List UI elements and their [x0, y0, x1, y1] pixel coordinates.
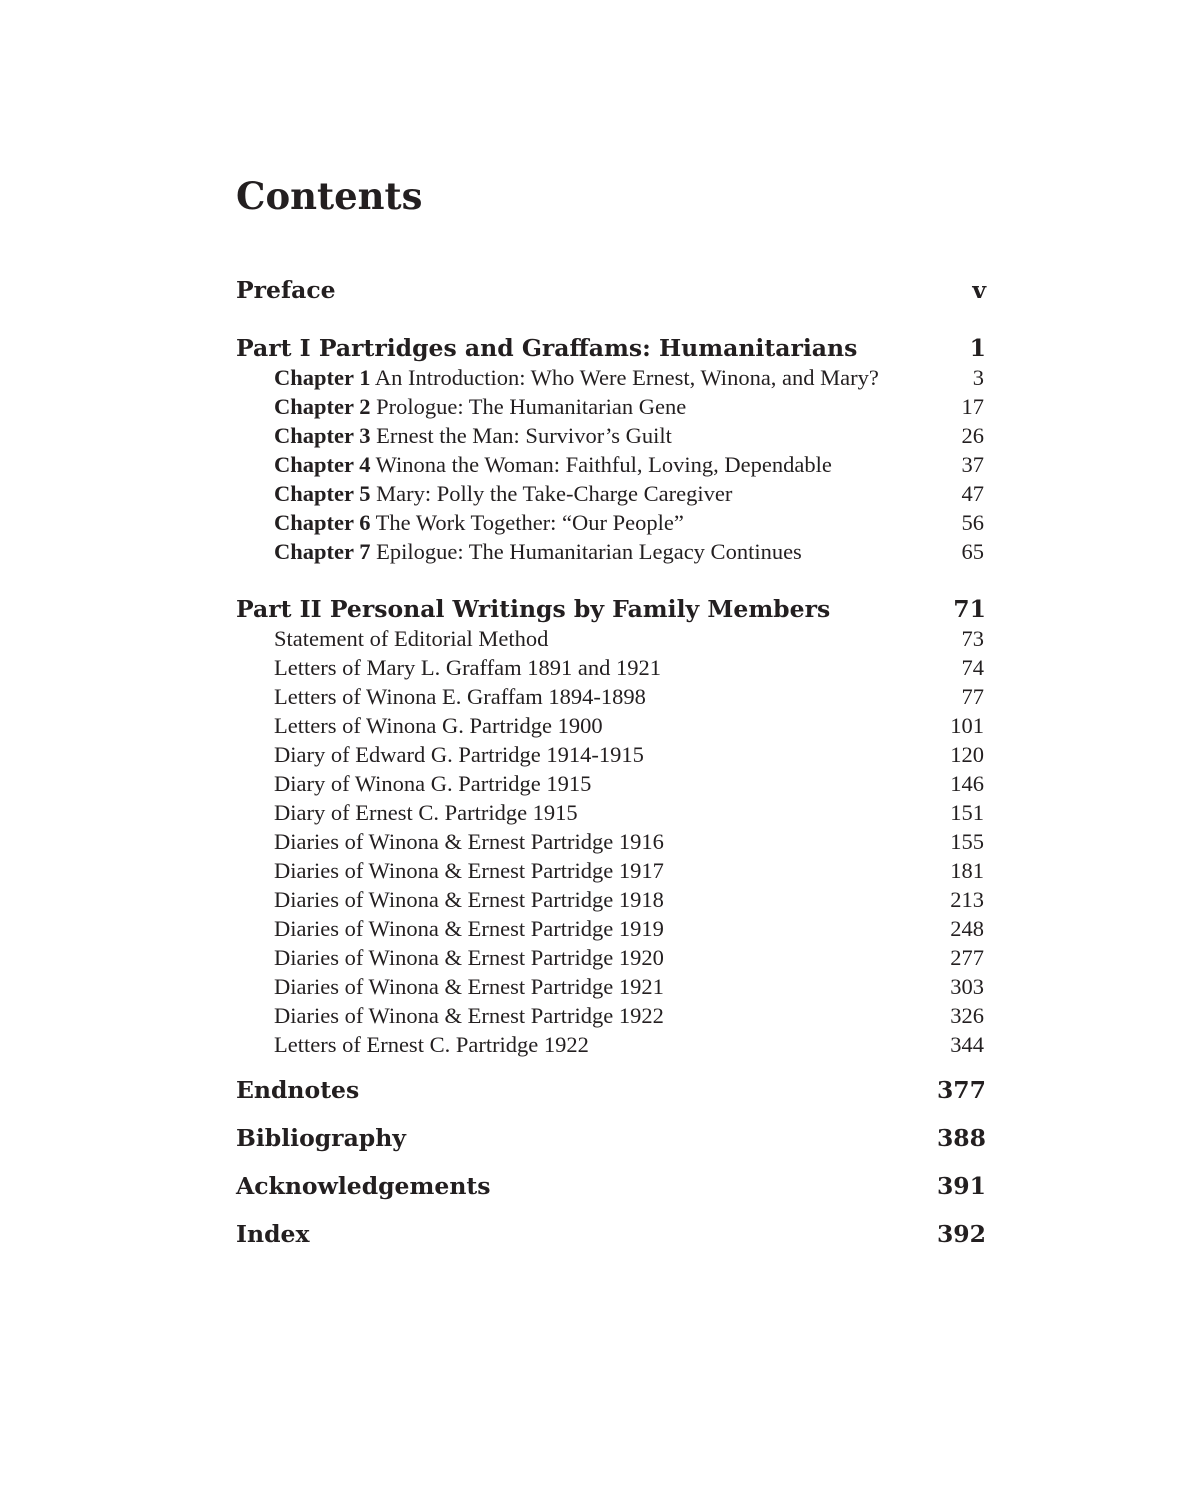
toc-page-number: 37: [961, 452, 984, 477]
chapter-number: Chapter 4: [274, 452, 371, 477]
toc-entry-label: Diaries of Winona & Ernest Partridge 1922: [274, 1003, 664, 1028]
toc-page-number: 277: [950, 945, 984, 970]
toc-page-number: 248: [950, 916, 984, 941]
page-title: Contents: [236, 174, 423, 218]
toc-page-number: 181: [950, 858, 984, 883]
chapter-title: The Work Together: “Our People”: [370, 510, 684, 535]
toc-entry-label: Diaries of Winona & Ernest Partridge 1916: [274, 829, 664, 854]
toc-entry-label: [274, 479, 732, 508]
toc-section-entry: [236, 885, 986, 914]
toc-entry-preface: [236, 275, 986, 305]
toc-page-number: 1: [969, 334, 986, 362]
toc-page-number: 74: [961, 655, 984, 680]
toc-chapter-entry: [236, 479, 986, 508]
toc-section-entry: [236, 1001, 986, 1030]
toc-entry-label: Preface: [236, 276, 336, 304]
toc-entry-label: Diaries of Winona & Ernest Partridge 1917: [274, 858, 664, 883]
toc-chapter-entry: [236, 421, 986, 450]
toc-page-number: v: [972, 276, 986, 304]
toc-section-entry: [236, 740, 986, 769]
toc-page-number: 155: [950, 829, 984, 854]
toc-page-number: 344: [950, 1032, 984, 1057]
toc-section-entry: [236, 1030, 986, 1059]
toc-chapter-entry: [236, 508, 986, 537]
toc-page-number: 392: [936, 1220, 986, 1248]
toc-section-entry: [236, 711, 986, 740]
toc-page-number: 146: [950, 771, 984, 796]
toc-entry-label: Bibliography: [236, 1124, 406, 1152]
chapter-number: Chapter 3: [274, 423, 371, 448]
part-2-section-list: [236, 624, 986, 1059]
toc-entry-label: Index: [236, 1220, 310, 1248]
toc-page-number: 26: [961, 423, 984, 448]
toc-page-number: 377: [936, 1076, 986, 1104]
toc-page-number: 388: [936, 1124, 986, 1152]
chapter-title: Winona the Woman: Faithful, Loving, Dependable: [370, 452, 832, 477]
chapter-number: Chapter 7: [274, 539, 371, 564]
toc-entry-label: [274, 450, 832, 479]
chapter-title: An Introduction: Who Were Ernest, Winona, and Mary?: [370, 365, 879, 390]
toc-entry-label: Acknowledgements: [236, 1172, 491, 1200]
toc-chapter-entry: [236, 450, 986, 479]
toc-entry-label: Diary of Winona G. Partridge 1915: [274, 771, 592, 796]
toc-section-entry: [236, 624, 986, 653]
toc-entry-label: Letters of Ernest C. Partridge 1922: [274, 1032, 589, 1057]
toc-section-entry: [236, 798, 986, 827]
toc-entry-label: [274, 508, 684, 537]
chapter-number: Chapter 6: [274, 510, 371, 535]
toc-entry-label: Part II Personal Writings by Family Members: [236, 595, 831, 623]
toc-entry-acknowledgements: [236, 1171, 986, 1201]
toc-entry-label: Statement of Editorial Method: [274, 626, 549, 651]
toc-section-entry: [236, 972, 986, 1001]
toc-page-number: 71: [953, 595, 986, 623]
toc-entry-label: Letters of Winona E. Graffam 1894-1898: [274, 684, 646, 709]
toc-page-number: 73: [961, 626, 984, 651]
toc-entry-index: [236, 1219, 986, 1249]
chapter-number: Chapter 2: [274, 394, 371, 419]
chapter-title: Mary: Polly the Take-Charge Caregiver: [370, 481, 733, 506]
toc-entry-label: Diaries of Winona & Ernest Partridge 1920: [274, 945, 664, 970]
toc-chapter-entry: [236, 537, 986, 566]
toc-section-entry: [236, 682, 986, 711]
toc-entry-part-1: [236, 333, 986, 363]
toc-entry-label: Letters of Winona G. Partridge 1900: [274, 713, 603, 738]
toc-page-number: 151: [950, 800, 984, 825]
chapter-title: Epilogue: The Humanitarian Legacy Continues: [370, 539, 802, 564]
toc-section-entry: [236, 856, 986, 885]
toc-page-number: 47: [961, 481, 984, 506]
toc-page-number: 17: [961, 394, 984, 419]
toc-section-entry: [236, 769, 986, 798]
toc-entry-label: Letters of Mary L. Graffam 1891 and 1921: [274, 655, 661, 680]
toc-page-number: 65: [961, 539, 984, 564]
toc-entry-label: Diaries of Winona & Ernest Partridge 1921: [274, 974, 664, 999]
toc-page-number: 120: [950, 742, 984, 767]
toc-entry-bibliography: [236, 1123, 986, 1153]
toc-page-number: 77: [961, 684, 984, 709]
toc-page-number: 326: [950, 1003, 984, 1028]
toc-page-number: 56: [961, 510, 984, 535]
toc-entry-label: Diaries of Winona & Ernest Partridge 1918: [274, 887, 664, 912]
toc-entry-label: Diary of Ernest C. Partridge 1915: [274, 800, 578, 825]
toc-section-entry: [236, 827, 986, 856]
toc-entry-label: Endnotes: [236, 1076, 360, 1104]
toc-section-entry: [236, 653, 986, 682]
toc-section-entry: [236, 943, 986, 972]
toc-entry-part-2: [236, 594, 986, 624]
toc-page-number: 213: [950, 887, 984, 912]
chapter-number: Chapter 1: [274, 365, 371, 390]
toc-entry-label: Part I Partridges and Graffams: Humanitarians: [236, 334, 858, 362]
toc-page-number: 3: [972, 365, 984, 390]
toc-entry-label: Diaries of Winona & Ernest Partridge 1919: [274, 916, 664, 941]
chapter-title: Ernest the Man: Survivor’s Guilt: [370, 423, 672, 448]
toc-chapter-entry: [236, 392, 986, 421]
part-1-chapter-list: [236, 363, 986, 566]
toc-chapter-entry: [236, 363, 986, 392]
toc-page-number: 101: [950, 713, 984, 738]
toc-entry-label: [274, 537, 802, 566]
toc-entry-label: Diary of Edward G. Partridge 1914-1915: [274, 742, 644, 767]
toc-entry-label: [274, 363, 879, 392]
toc-entry-endnotes: [236, 1075, 986, 1105]
toc-section-entry: [236, 914, 986, 943]
toc-entry-label: [274, 392, 686, 421]
chapter-number: Chapter 5: [274, 481, 371, 506]
toc-entry-label: [274, 421, 672, 450]
chapter-title: Prologue: The Humanitarian Gene: [370, 394, 687, 419]
toc-page-number: 303: [950, 974, 984, 999]
table-of-contents: [236, 170, 986, 1249]
toc-page-number: 391: [936, 1172, 986, 1200]
